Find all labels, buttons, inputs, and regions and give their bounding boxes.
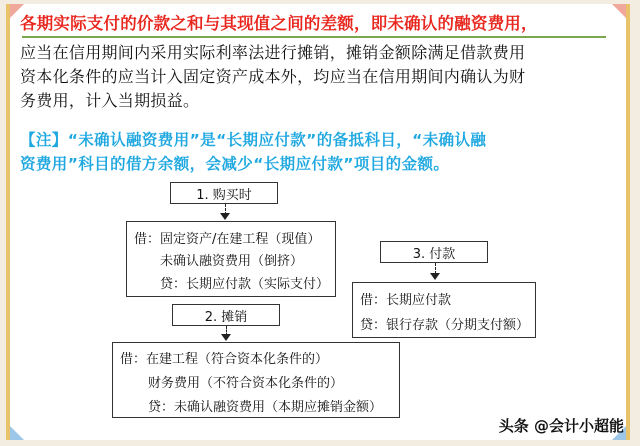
entry-line: 借：长期应付款 xyxy=(360,293,452,308)
headline: 各期实际支付的价款之和与其现值之间的差额，即未确认的融资费用， xyxy=(20,14,538,33)
watermark: 头条 @会计小超能 xyxy=(498,417,624,435)
arrow-down-icon xyxy=(430,273,440,280)
paragraph-line: 务费用，计入当期损益。 xyxy=(20,91,200,110)
note-line: 资费用”科目的借方余额，会减少“长期应付款”项目的金额。 xyxy=(20,155,450,173)
step-payment-title: 3. 付款 xyxy=(380,241,488,263)
entry-line: 贷：银行存款（分期支付额） xyxy=(360,318,530,333)
arrow-down-icon xyxy=(221,334,231,341)
paragraph-line: 资本化条件的应当计入固定资产成本外，均应当在信用期间内确认为财 xyxy=(20,67,526,86)
paragraph-line: 应当在信用期间内采用实际利率法进行摊销，摊销金额除满足借款费用 xyxy=(20,43,526,62)
step-purchase-title: 1. 购买时 xyxy=(170,182,278,204)
headline-underline xyxy=(22,36,606,38)
step-amortize-title: 2. 摊销 xyxy=(172,304,280,326)
entry-line: 借：在建工程（符合资本化条件的） xyxy=(120,352,329,367)
note-line: 【注】“未确认融资费用”是“长期应付款”的备抵科目，“未确认融 xyxy=(20,131,487,149)
corner-decoration xyxy=(10,426,24,440)
entry-line: 财务费用（不符合资本化条件的） xyxy=(148,376,344,391)
entry-line: 贷：未确认融资费用（本期应摊销金额） xyxy=(148,400,383,415)
corner-decoration xyxy=(612,4,626,18)
entry-line: 未确认融资费用（倒挤） xyxy=(160,254,304,269)
arrow-down-icon xyxy=(220,213,230,220)
entry-line: 借：固定资产/在建工程（现值） xyxy=(134,232,321,247)
entry-line: 贷：长期应付款（实际支付） xyxy=(160,277,330,292)
